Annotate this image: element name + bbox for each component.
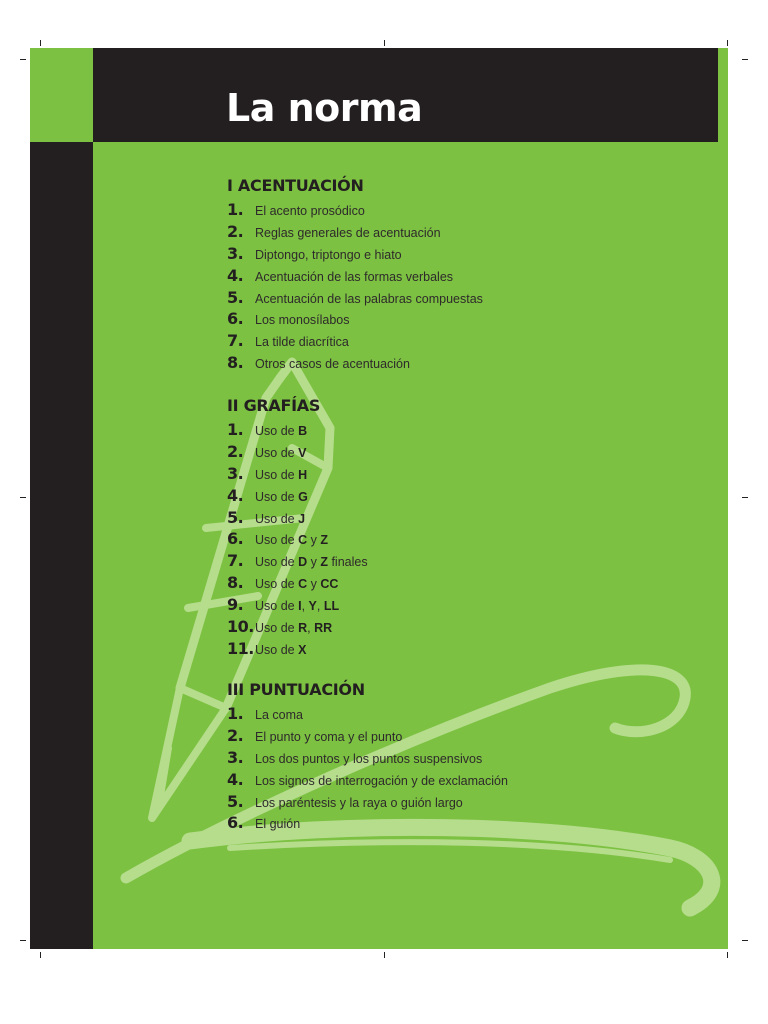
item-text-part: Acentuación de las formas verbales (255, 269, 454, 284)
item-text (255, 708, 303, 722)
item-number: 3. (227, 463, 244, 483)
list-item (227, 551, 368, 573)
list-item (227, 309, 483, 331)
item-text (255, 270, 453, 284)
item-number: 1. (227, 704, 244, 723)
item-text-bold: G (298, 489, 308, 504)
list-item (227, 486, 368, 508)
section-heading: II GRAFÍAS (227, 396, 321, 415)
item-text (255, 468, 307, 482)
item-text (255, 533, 328, 547)
item-text (255, 555, 368, 569)
list-item (227, 770, 508, 792)
item-text (255, 204, 365, 218)
crop-mark (384, 40, 385, 46)
item-text-bold: I (298, 599, 302, 614)
item-text-part: Uso de (255, 489, 299, 504)
list-item (227, 726, 508, 748)
item-text-part: Reglas generales de acentuación (255, 225, 441, 240)
item-number: 8. (227, 573, 244, 593)
item-text (255, 774, 508, 788)
list-item (227, 442, 368, 464)
section-heading: III PUNTUACIÓN (227, 680, 365, 699)
item-text-bold: RR (314, 621, 333, 636)
item-text-part: , (316, 599, 324, 614)
item-text-part: Uso de (255, 467, 299, 482)
item-text (255, 730, 402, 744)
crop-mark (384, 952, 385, 958)
item-number: 7. (227, 331, 244, 351)
list-item (227, 748, 508, 770)
list-item (227, 331, 483, 353)
item-text-part: Uso de (255, 621, 299, 636)
item-number: 8. (227, 353, 244, 373)
crop-mark (727, 952, 728, 958)
item-text-bold: Z (320, 555, 328, 570)
crop-mark (20, 940, 26, 941)
section-grafias (227, 396, 368, 661)
item-text (255, 424, 307, 438)
item-text (255, 599, 339, 613)
item-text (255, 643, 306, 657)
list-item (227, 353, 483, 375)
crop-mark (40, 952, 41, 958)
item-text (255, 313, 350, 327)
item-text-bold: Z (320, 533, 328, 548)
item-text (255, 248, 402, 262)
item-text (255, 577, 338, 591)
item-number: 1. (227, 420, 244, 439)
section-puntuacion (227, 680, 508, 835)
item-text-bold: R (298, 621, 308, 636)
item-text-bold: D (298, 555, 308, 570)
item-number: 4. (227, 485, 244, 505)
item-text-bold: C (298, 577, 308, 592)
list-item (227, 288, 483, 310)
item-text (255, 752, 482, 766)
item-number: 6. (227, 309, 244, 329)
list-item (227, 595, 368, 617)
item-text-bold: B (298, 424, 308, 438)
item-text-part: La tilde diacrítica (255, 335, 349, 350)
item-text (255, 446, 306, 460)
item-text-part: , (301, 599, 309, 614)
item-text-part: Uso de (255, 577, 299, 592)
item-text-part: Uso de (255, 555, 299, 570)
list-item (227, 617, 368, 639)
item-number: 4. (227, 265, 244, 285)
list-item (227, 508, 368, 530)
item-number: 5. (227, 507, 244, 527)
item-text-part: El punto y coma y el punto (255, 729, 403, 744)
item-number: 1. (227, 200, 244, 219)
item-text-part: Los monosílabos (255, 313, 350, 328)
item-number: 5. (227, 287, 244, 307)
item-text (255, 335, 349, 349)
item-text-part: , (307, 621, 315, 636)
item-text-bold: H (298, 467, 308, 482)
list-item (227, 704, 508, 726)
section-acentuacion (227, 176, 483, 375)
list-item (227, 813, 508, 835)
item-number: 6. (227, 529, 244, 549)
item-text-bold: C (298, 533, 308, 548)
item-number: 3. (227, 747, 244, 767)
item-text-part: y (307, 555, 321, 570)
item-text-part: y (307, 533, 321, 548)
item-text-part: Los signos de interrogación y de exclamación (255, 773, 508, 788)
crop-mark (20, 497, 26, 498)
item-text-part: Diptongo, triptongo e hiato (255, 247, 402, 262)
item-number: 7. (227, 551, 244, 571)
page-title: La norma (226, 86, 423, 130)
item-text (255, 512, 305, 526)
list-item (227, 222, 483, 244)
item-text-bold: LL (323, 599, 340, 614)
list-item (227, 464, 368, 486)
item-text (255, 490, 308, 504)
item-text (255, 226, 441, 240)
item-text-part: Uso de (255, 599, 299, 614)
list-item (227, 200, 483, 222)
item-text (255, 621, 332, 635)
item-text-part: El guión (255, 817, 301, 832)
item-text (255, 292, 483, 306)
item-number: 11. (227, 638, 254, 658)
item-text (255, 357, 410, 371)
item-number: 2. (227, 441, 244, 461)
item-number: 4. (227, 769, 244, 789)
item-text-part: Acentuación de las palabras compuestas (255, 291, 483, 306)
item-text-part: El acento prosódico (255, 204, 365, 218)
item-text-part: Uso de (255, 511, 299, 526)
crop-mark (742, 940, 748, 941)
item-text (255, 817, 300, 831)
item-text-part: Los paréntesis y la raya o guión largo (255, 795, 463, 810)
item-text-part: Otros casos de acentuación (255, 357, 410, 372)
list-item (227, 573, 368, 595)
item-text-bold: CC (320, 577, 339, 592)
item-text-bold: V (298, 445, 307, 460)
header-tab (718, 48, 728, 142)
crop-mark (742, 497, 748, 498)
item-text-part: La coma (255, 708, 303, 722)
item-number: 9. (227, 595, 244, 615)
item-text-part: Uso de (255, 424, 299, 438)
item-text (255, 796, 463, 810)
item-number: 5. (227, 791, 244, 811)
item-text-part: y (307, 577, 321, 592)
item-number: 2. (227, 221, 244, 241)
list-item (227, 266, 483, 288)
list-item (227, 244, 483, 266)
page (30, 48, 728, 949)
item-number: 3. (227, 243, 244, 263)
crop-mark (727, 40, 728, 46)
crop-mark (742, 59, 748, 60)
list-item (227, 529, 368, 551)
item-text-part: finales (327, 555, 368, 570)
item-number: 6. (227, 813, 244, 833)
item-number: 2. (227, 725, 244, 745)
item-text-bold: J (298, 511, 306, 526)
item-text-part: Uso de (255, 533, 299, 548)
item-text-bold: Y (308, 599, 317, 614)
item-text-part: Uso de (255, 642, 299, 657)
item-text-part: Uso de (255, 445, 299, 460)
crop-mark (40, 40, 41, 46)
crop-mark (20, 59, 26, 60)
item-number: 10. (227, 617, 254, 637)
item-text-part: Los dos puntos y los puntos suspensivos (255, 751, 483, 766)
list-item (227, 420, 368, 442)
section-heading: I ACENTUACIÓN (227, 176, 364, 195)
list-item (227, 639, 368, 661)
list-item (227, 792, 508, 814)
item-text-bold: X (298, 642, 307, 657)
